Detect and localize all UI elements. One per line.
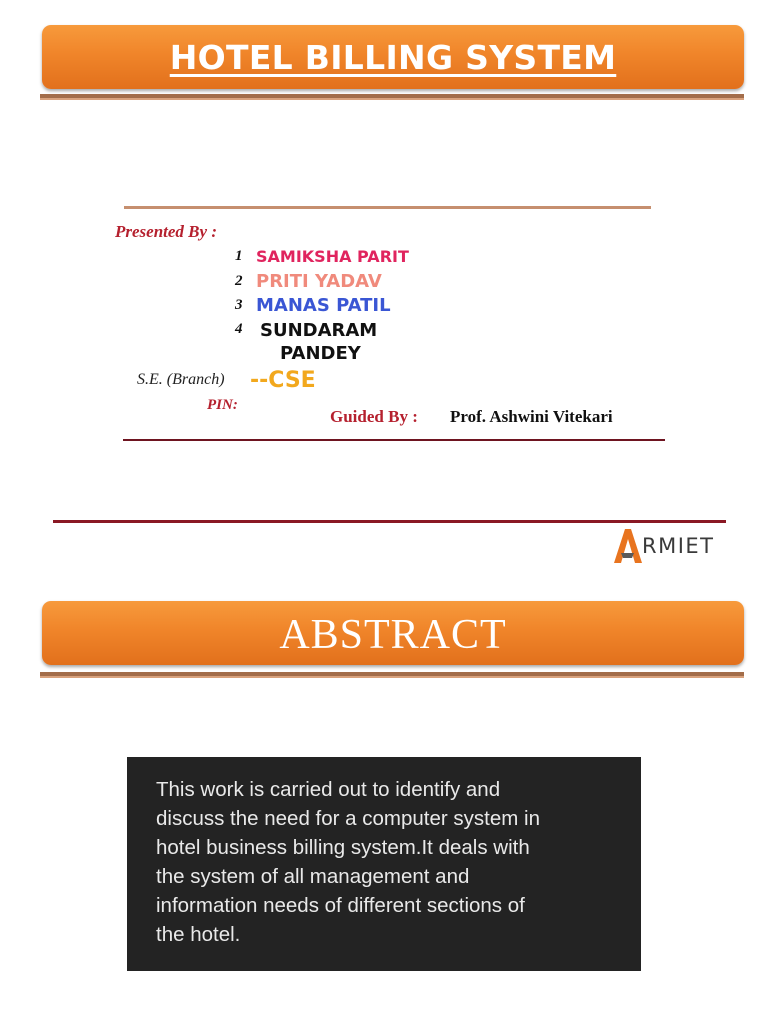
divider-long — [53, 520, 726, 523]
member-name-line2: PANDEY — [280, 343, 361, 364]
presented-by-label: Presented By : — [115, 222, 217, 241]
title-underline-bar — [40, 94, 744, 100]
member-number: 1 — [235, 248, 243, 264]
abstract-banner — [42, 601, 744, 665]
a-logo-icon — [612, 527, 642, 565]
member-name: MANAS PATIL — [256, 295, 391, 316]
title-banner — [42, 25, 744, 89]
branch-label: S.E. (Branch) — [137, 371, 225, 388]
document-title: HOTEL BILLING SYSTEM — [169, 37, 617, 77]
member-name: PRITI YADAV — [256, 271, 382, 292]
member-number: 3 — [235, 297, 243, 313]
guide-name: Prof. Ashwini Vitekari — [450, 407, 613, 426]
abstract-heading: ABSTRACT — [279, 612, 507, 658]
divider-top — [124, 206, 651, 209]
guided-by-label: Guided By : — [330, 407, 418, 426]
divider-bottom — [123, 439, 665, 441]
branch-value: --CSE — [250, 368, 316, 393]
member-number: 2 — [235, 273, 243, 289]
abstract-body: This work is carried out to identify and discuss the need for a computer system in hotel business billing system.It deals with the system of all management and information needs of different sections of the hotel. — [156, 778, 540, 946]
member-name: SUNDARAM — [260, 320, 378, 341]
member-name: SAMIKSHA PARIT — [256, 247, 409, 266]
abstract-box — [127, 757, 641, 971]
abstract-underline-bar — [40, 672, 744, 678]
armiet-logo — [612, 527, 715, 565]
logo-text: RMIET — [642, 534, 715, 558]
pin-label: PIN: — [207, 397, 238, 413]
member-number: 4 — [235, 321, 243, 337]
